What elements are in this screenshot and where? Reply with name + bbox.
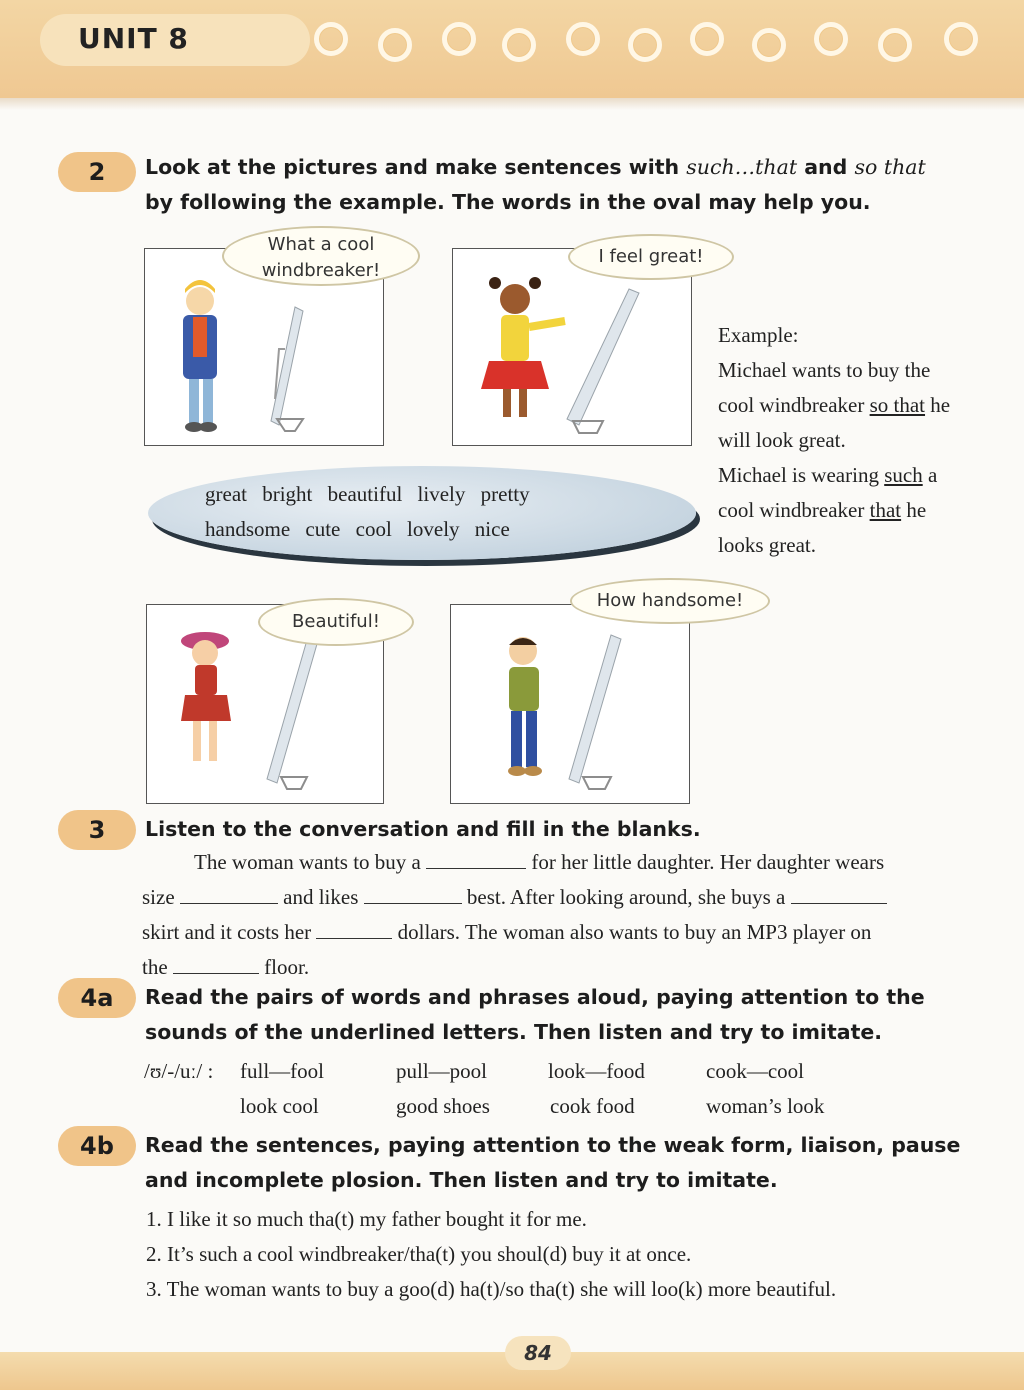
example-text: he bbox=[930, 393, 951, 417]
example-text: cool windbreaker bbox=[718, 498, 865, 522]
decorative-ring-icon bbox=[690, 22, 724, 56]
decorative-ring-icon bbox=[752, 28, 786, 62]
fill-blank[interactable] bbox=[791, 883, 887, 904]
word-bank-word: handsome bbox=[205, 517, 291, 541]
word-pair: full—fool bbox=[240, 1059, 324, 1083]
phonetic-symbol: /ʊ/-/uː/ : bbox=[144, 1059, 214, 1083]
section-4b-instructions bbox=[145, 1128, 1005, 1198]
section-4a-badge: 4a bbox=[58, 978, 136, 1018]
example-underlined: so that bbox=[869, 393, 926, 417]
word-bank-word: nice bbox=[474, 517, 510, 541]
example-underlined: that bbox=[869, 498, 902, 522]
instr-text: and bbox=[797, 155, 855, 179]
passage-line bbox=[142, 915, 1002, 950]
passage-text: skirt and it costs her bbox=[142, 920, 312, 944]
passage-text: floor. bbox=[264, 955, 310, 979]
example-label: Example: bbox=[718, 323, 799, 347]
practice-sentence: 3. The woman wants to buy a goo(d) ha(t)/so tha(t) she will loo(k) more beautiful. bbox=[146, 1277, 837, 1301]
example-text: a bbox=[927, 463, 938, 487]
passage-line bbox=[142, 845, 1002, 880]
decorative-ring-icon bbox=[502, 28, 536, 62]
example-text: Michael is wearing bbox=[718, 463, 879, 487]
section-4b-instr-line2: and incomplete plosion. Then listen and try to imitate. bbox=[145, 1168, 778, 1192]
decorative-ring-icon bbox=[442, 22, 476, 56]
section-4a-instr-line2: sounds of the underlined letters. Then listen and try to imitate. bbox=[145, 1020, 883, 1044]
fill-blank[interactable] bbox=[316, 918, 392, 939]
speech-bubble-3: Beautiful! bbox=[258, 598, 414, 646]
speech-bubble-4: How handsome! bbox=[570, 578, 770, 624]
phrase: woman’s look bbox=[706, 1094, 825, 1118]
fill-blank[interactable] bbox=[364, 883, 462, 904]
fill-blank[interactable] bbox=[180, 883, 278, 904]
instr-emphasis: so that bbox=[854, 155, 926, 179]
word-bank-oval bbox=[148, 466, 696, 560]
section-3-instructions: Listen to the conversation and fill in the blanks. bbox=[145, 817, 701, 841]
section-4b-instr-line1: Read the sentences, paying attention to the weak form, liaison, pause bbox=[145, 1133, 961, 1157]
example-line: Michael wants to buy the bbox=[718, 358, 931, 382]
word-bank-row-1 bbox=[205, 482, 530, 507]
boy-in-green-shirt-illustration bbox=[451, 605, 688, 802]
section-3-badge: 3 bbox=[58, 810, 136, 850]
speech-bubble-2: I feel great! bbox=[568, 234, 734, 280]
word-pair: pull—pool bbox=[396, 1059, 488, 1083]
picture-boy-handsome bbox=[450, 604, 690, 804]
section-4b-sentences bbox=[146, 1202, 1006, 1307]
phrase: cook food bbox=[550, 1094, 635, 1118]
word-pair: look—food bbox=[548, 1059, 645, 1083]
decorative-ring-icon bbox=[378, 28, 412, 62]
speech-bubble-1: What a cool windbreaker! bbox=[222, 226, 420, 286]
practice-sentence: 1. I like it so much tha(t) my father bought it for me. bbox=[146, 1207, 587, 1231]
example-text: cool windbreaker bbox=[718, 393, 865, 417]
decorative-ring-icon bbox=[314, 22, 348, 56]
unit-title: UNIT 8 bbox=[78, 22, 189, 55]
fill-blank[interactable] bbox=[426, 848, 526, 869]
decorative-ring-icon bbox=[566, 22, 600, 56]
section-2-instr-line2: by following the example. The words in the oval may help you. bbox=[145, 190, 871, 214]
example-underlined: such bbox=[884, 463, 923, 487]
word-bank-word: cool bbox=[355, 517, 392, 541]
word-bank-word: cute bbox=[305, 517, 341, 541]
fill-blank[interactable] bbox=[173, 953, 259, 974]
phrase: look cool bbox=[240, 1094, 319, 1118]
decorative-ring-icon bbox=[878, 28, 912, 62]
example-line: will look great. bbox=[718, 428, 846, 452]
word-bank-word: great bbox=[205, 482, 247, 506]
passage-text: the bbox=[142, 955, 168, 979]
example-line bbox=[718, 493, 1000, 528]
word-bank-word: beautiful bbox=[327, 482, 403, 506]
example-line: looks great. bbox=[718, 533, 816, 557]
instr-emphasis: such…that bbox=[686, 155, 798, 179]
word-bank-word: lovely bbox=[407, 517, 460, 541]
section-2-instructions bbox=[145, 150, 1005, 220]
passage-text: The woman wants to buy a bbox=[194, 850, 421, 874]
word-bank-row-2 bbox=[205, 517, 510, 542]
example-line bbox=[718, 388, 1000, 423]
passage-text: best. After looking around, she buys a bbox=[466, 885, 786, 909]
word-bank-word: bright bbox=[262, 482, 313, 506]
word-bank-word: lively bbox=[417, 482, 466, 506]
example-text: he bbox=[906, 498, 927, 522]
word-pair: cook—cool bbox=[706, 1059, 804, 1083]
section-2-badge: 2 bbox=[58, 152, 136, 192]
page-number: 84 bbox=[505, 1336, 571, 1370]
section-4a-instr-line1: Read the pairs of words and phrases aloud, paying attention to the bbox=[145, 985, 925, 1009]
example-block bbox=[718, 318, 1000, 563]
passage-text: dollars. The woman also wants to buy an MP3 player on bbox=[397, 920, 872, 944]
passage-line bbox=[142, 880, 1002, 915]
decorative-ring-icon bbox=[628, 28, 662, 62]
section-4b-badge: 4b bbox=[58, 1126, 136, 1166]
section-3-passage bbox=[142, 845, 1002, 985]
section-4a-instructions bbox=[145, 980, 1005, 1050]
phrase: good shoes bbox=[396, 1094, 490, 1118]
passage-text: and likes bbox=[283, 885, 359, 909]
example-line bbox=[718, 458, 1000, 493]
passage-text: for her little daughter. Her daughter wears bbox=[531, 850, 885, 874]
decorative-ring-icon bbox=[944, 22, 978, 56]
instr-text: Look at the pictures and make sentences with bbox=[145, 155, 687, 179]
passage-text: size bbox=[142, 885, 175, 909]
header-divider bbox=[0, 98, 1024, 110]
decorative-ring-icon bbox=[814, 22, 848, 56]
practice-sentence: 2. It’s such a cool windbreaker/tha(t) you shoul(d) buy it at once. bbox=[146, 1242, 692, 1266]
word-bank-word: pretty bbox=[480, 482, 530, 506]
section-2-instr-line1 bbox=[145, 150, 1005, 185]
